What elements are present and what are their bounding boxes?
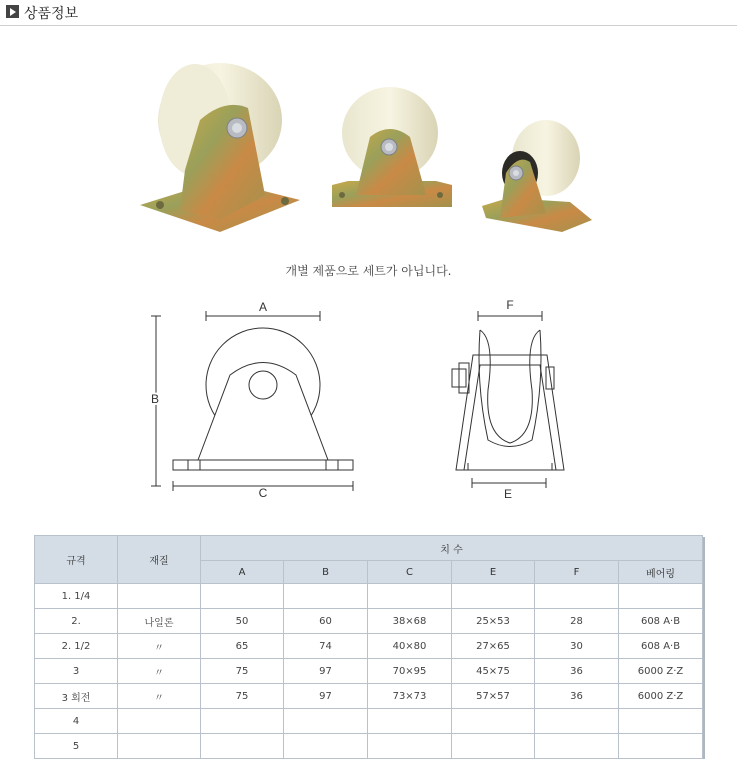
table-row xyxy=(35,659,703,684)
cell-spec: 2. xyxy=(35,609,118,634)
header-c: C xyxy=(368,561,452,584)
small-caster-image xyxy=(478,118,598,236)
label-c: C xyxy=(258,486,268,500)
section-title: 상품정보 xyxy=(24,6,79,22)
header-a: A xyxy=(201,561,284,584)
cell-c: 73×73 xyxy=(368,684,452,709)
cell-e: 27×65 xyxy=(452,634,535,659)
cell-e xyxy=(452,709,535,734)
cell-c: 70×95 xyxy=(368,659,452,684)
play-arrow-icon xyxy=(6,5,19,18)
cell-a: 75 xyxy=(201,659,284,684)
label-f: F xyxy=(506,298,514,312)
cell-spec: 3 xyxy=(35,659,118,684)
table-row xyxy=(35,609,703,634)
cell-material xyxy=(118,709,201,734)
cell-b xyxy=(284,734,368,759)
cell-bearing xyxy=(619,584,703,609)
cell-a xyxy=(201,709,284,734)
cell-e: 57×57 xyxy=(452,684,535,709)
cell-b: 60 xyxy=(284,609,368,634)
cell-c xyxy=(368,709,452,734)
cell-spec: 4 xyxy=(35,709,118,734)
label-a: A xyxy=(258,300,268,314)
medium-caster-image xyxy=(328,85,456,215)
header-f: F xyxy=(535,561,619,584)
cell-spec: 1. 1/4 xyxy=(35,584,118,609)
table-row xyxy=(35,709,703,734)
cell-c xyxy=(368,584,452,609)
cell-c: 40×80 xyxy=(368,634,452,659)
cell-c xyxy=(368,734,452,759)
cell-c: 38×68 xyxy=(368,609,452,634)
cell-material xyxy=(118,734,201,759)
cell-a: 75 xyxy=(201,684,284,709)
cell-e: 45×75 xyxy=(452,659,535,684)
header-bearing: 베어링 xyxy=(619,561,703,584)
spec-table xyxy=(34,535,703,759)
cell-bearing: 6000 Z·Z xyxy=(619,659,703,684)
cell-b xyxy=(284,584,368,609)
cell-f xyxy=(535,709,619,734)
cell-a: 65 xyxy=(201,634,284,659)
table-row xyxy=(35,584,703,609)
cell-b: 97 xyxy=(284,659,368,684)
cell-bearing: 608 A·B xyxy=(619,634,703,659)
cell-spec: 5 xyxy=(35,734,118,759)
cell-material: 〃 xyxy=(118,659,201,684)
cell-a xyxy=(201,734,284,759)
product-note: 개별 제품으로 세트가 아닙니다. xyxy=(285,264,452,278)
cell-f: 36 xyxy=(535,684,619,709)
cell-material: 나일론 xyxy=(118,609,201,634)
table-row xyxy=(35,634,703,659)
label-b: B xyxy=(150,392,160,406)
section-header xyxy=(0,0,737,26)
header-material: 재질 xyxy=(118,536,201,584)
label-e: E xyxy=(503,487,513,500)
cell-f xyxy=(535,734,619,759)
cell-f xyxy=(535,584,619,609)
table-row xyxy=(35,734,703,759)
side-view-drawing xyxy=(440,295,580,500)
cell-b xyxy=(284,709,368,734)
cell-material: 〃 xyxy=(118,684,201,709)
cell-material xyxy=(118,584,201,609)
cell-f: 36 xyxy=(535,659,619,684)
cell-bearing: 608 A·B xyxy=(619,609,703,634)
cell-material: 〃 xyxy=(118,634,201,659)
cell-e xyxy=(452,584,535,609)
cell-spec: 2. 1/2 xyxy=(35,634,118,659)
cell-bearing xyxy=(619,734,703,759)
cell-a: 50 xyxy=(201,609,284,634)
cell-e: 25×53 xyxy=(452,609,535,634)
cell-bearing: 6000 Z·Z xyxy=(619,684,703,709)
front-view-drawing xyxy=(140,295,365,500)
header-b: B xyxy=(284,561,368,584)
cell-a xyxy=(201,584,284,609)
header-dimensions: 치 수 xyxy=(201,536,703,561)
header-e: E xyxy=(452,561,535,584)
large-caster-image xyxy=(130,60,310,240)
cell-spec: 3 회전 xyxy=(35,684,118,709)
header-spec: 규격 xyxy=(35,536,118,584)
cell-e xyxy=(452,734,535,759)
cell-f: 30 xyxy=(535,634,619,659)
cell-b: 74 xyxy=(284,634,368,659)
cell-bearing xyxy=(619,709,703,734)
cell-b: 97 xyxy=(284,684,368,709)
cell-f: 28 xyxy=(535,609,619,634)
table-row xyxy=(35,684,703,709)
